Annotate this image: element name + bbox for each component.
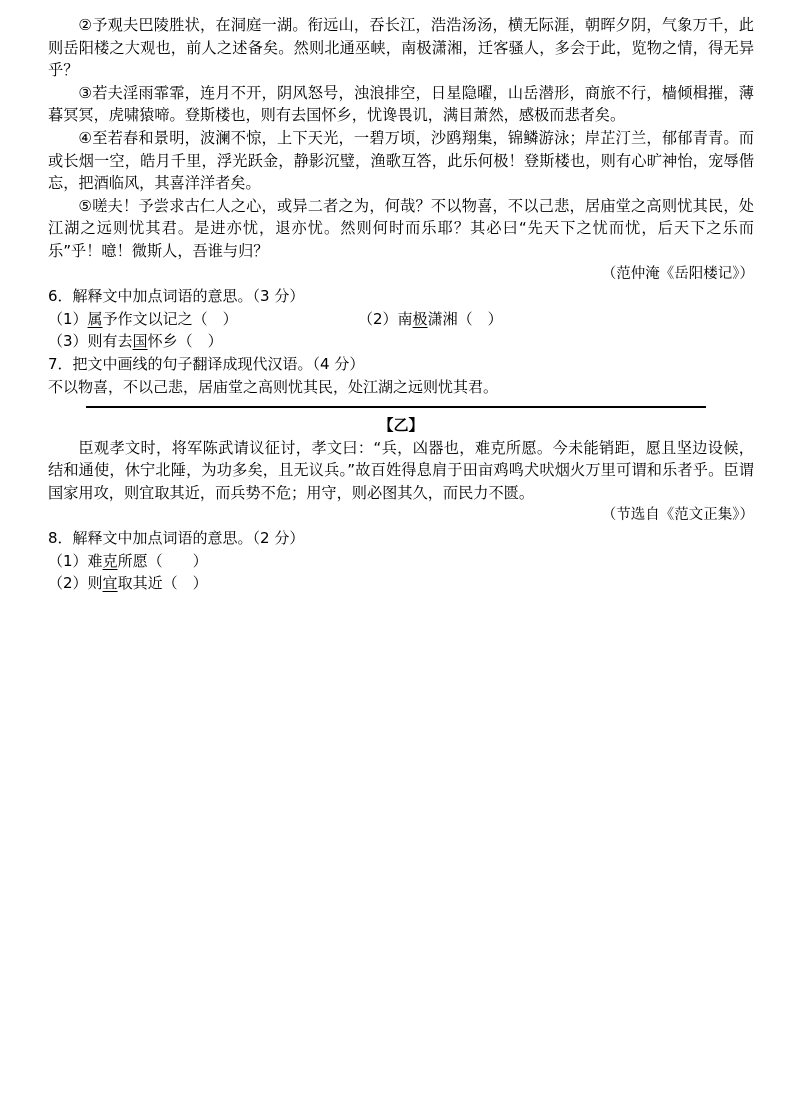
- passage-jia-paragraph-4: ④至若春和景明，波澜不惊，上下天光，一碧万顷，沙鸥翔集，锦鳞游泳；岸芷汀兰，郁郁青青。而或长烟一空，皓月千里，浮光跃金，静影沉璧，渔歌互答，此乐何极！登斯楼也，则有心旷神怡，宠辱偕忘，把酒临风，其喜洋洋者矣。: [48, 128, 754, 193]
- question-8-item-2: [48, 572, 754, 595]
- q6-item2-suffix: 潇湘（ ）: [427, 309, 503, 328]
- q6-item2-keyword: 极: [412, 309, 428, 328]
- passage-yi-paragraph: 臣观孝文时，将军陈武请议征讨，孝文曰：“兵，凶器也，难克所愿。今未能销距，愿且坚边设候，结和通使，休宁北陲，为功多矣，且无议兵。”故百姓得息肩于田亩鸡鸣犬吠烟火万里可谓和乐者乎。臣谓国家用攻，则宜取其近，而兵势不危；用守，则必图其久，而民力不匮。: [48, 438, 754, 502]
- question-8-item-1: [48, 550, 754, 573]
- q6-item3-keyword: 国: [132, 332, 148, 351]
- section-divider: [86, 406, 706, 408]
- q8-item1-keyword: 克: [102, 551, 118, 570]
- q8-item2-prefix: （2）则: [48, 574, 103, 593]
- q8-item2-suffix: 取其近（ ）: [117, 574, 208, 593]
- passage-jia-paragraph-2: ②予观夫巴陵胜状，在洞庭一湖。衔远山，吞长江，浩浩汤汤，横无际涯，朝晖夕阴，气象万千，此则岳阳楼之大观也，前人之述备矣。然则北通巫峡，南极潇湘，迁客骚人，多会于此，览物之情，得无异乎？: [48, 16, 754, 80]
- question-7-sentence: 不以物喜，不以己悲，居庙堂之高则忧其民，处江湖之远则忧其君。: [48, 377, 499, 396]
- q8-item1-prefix: （1）难: [48, 551, 103, 570]
- question-6-prompt: 6．解释文中加点词语的意思。（3 分）: [48, 287, 305, 306]
- q6-item3-suffix: 怀乡（ ）: [147, 332, 223, 351]
- question-6-item-2: [358, 308, 503, 331]
- passage-jia-source: （范仲淹《岳阳楼记》）: [601, 265, 754, 282]
- q6-item2-prefix: （2）南: [358, 309, 413, 328]
- question-6-item-1: [48, 308, 358, 331]
- q6-item1-suffix: 予作文以记之（ ）: [102, 309, 238, 328]
- q8-item1-suffix: 所愿（ ）: [117, 551, 208, 570]
- q6-item1-keyword: 属: [87, 309, 103, 328]
- passage-yi-title: 【乙】: [378, 416, 424, 435]
- passage-jia-paragraph-5: ⑤嗟夫！予尝求古仁人之心，或异二者之为，何哉？不以物喜，不以己悲，居庙堂之高则忧其民，处江湖之远则忧其君。是进亦忧，退亦忧。然则何时而乐耶？其必曰“先天下之忧而忧，后天下之乐而乐”乎！噫！微斯人，吾谁与归？: [48, 196, 754, 260]
- question-7-prompt: 7．把文中画线的句子翻译成现代汉语。（4 分）: [48, 354, 365, 373]
- q6-item1-prefix: （1）: [48, 309, 88, 328]
- exam-page: [48, 14, 754, 595]
- question-8-prompt: 8．解释文中加点词语的意思。（2 分）: [48, 529, 305, 548]
- passage-jia-paragraph-3: ③若夫淫雨霏霏，连月不开，阴风怒号，浊浪排空，日星隐曜，山岳潜形，商旅不行，樯倾楫摧，薄暮冥冥，虎啸猿啼。登斯楼也，则有去国怀乡，忧谗畏讥，满目萧然，感极而悲者矣。: [48, 83, 754, 125]
- q6-item3-prefix: （3）则有去: [48, 332, 133, 351]
- question-6-items-row: [48, 308, 754, 331]
- question-6-item-3: [48, 330, 754, 353]
- passage-yi-source: （节选自《范文正集》）: [601, 507, 754, 524]
- q8-item2-keyword: 宜: [102, 574, 118, 593]
